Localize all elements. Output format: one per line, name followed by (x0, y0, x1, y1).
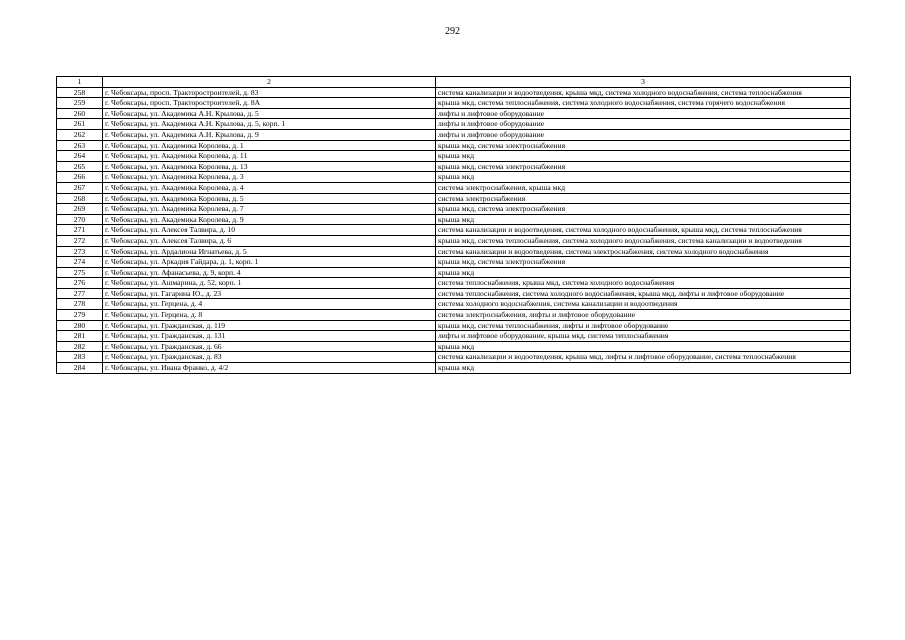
address-cell: г. Чебоксары, ул. Академика Королева, д. 5 (103, 193, 436, 204)
systems-cell: крыша мкд (436, 214, 851, 225)
table-row (57, 288, 851, 299)
table-row (57, 87, 851, 98)
systems-cell: система электроснабжения (436, 193, 851, 204)
row-number-cell: 264 (57, 151, 103, 162)
systems-cell: система канализации и водоотведения, система холодного водоснабжения, крыша мкд, система теплоснабжения (436, 225, 851, 236)
row-number-cell: 276 (57, 278, 103, 289)
systems-cell: крыша мкд, система теплоснабжения, лифты и лифтовое оборудование (436, 320, 851, 331)
row-number-cell: 262 (57, 129, 103, 140)
address-cell: г. Чебоксары, ул. Академика А.Н. Крылова, д. 5, корп. 1 (103, 119, 436, 130)
systems-cell: система электроснабжения, крыша мкд (436, 182, 851, 193)
address-cell: г. Чебоксары, ул. Академика Королева, д. 13 (103, 161, 436, 172)
systems-cell: крыша мкд, система электроснабжения (436, 161, 851, 172)
table-row (57, 331, 851, 342)
row-number-cell: 270 (57, 214, 103, 225)
column-header-systems: 3 (436, 77, 851, 88)
row-number-cell: 267 (57, 182, 103, 193)
address-cell: г. Чебоксары, ул. Герцена, д. 4 (103, 299, 436, 310)
table-row (57, 193, 851, 204)
table-row (57, 119, 851, 130)
row-number-cell: 281 (57, 331, 103, 342)
table-row (57, 151, 851, 162)
row-number-cell: 269 (57, 204, 103, 215)
table-row (57, 341, 851, 352)
row-number-cell: 274 (57, 257, 103, 268)
address-cell: г. Чебоксары, ул. Алексея Талвира, д. 10 (103, 225, 436, 236)
row-number-cell: 273 (57, 246, 103, 257)
column-header-number: 1 (57, 77, 103, 88)
row-number-cell: 266 (57, 172, 103, 183)
row-number-cell: 278 (57, 299, 103, 310)
systems-cell: крыша мкд, система электроснабжения (436, 140, 851, 151)
systems-cell: лифты и лифтовое оборудование (436, 129, 851, 140)
row-number-cell: 271 (57, 225, 103, 236)
column-header-address: 2 (103, 77, 436, 88)
address-cell: г. Чебоксары, ул. Афанасьева, д. 9, корп. 4 (103, 267, 436, 278)
systems-cell: система канализации и водоотведения, крыша мкд, система холодного водоснабжения, система теплоснабжения (436, 87, 851, 98)
table-row (57, 108, 851, 119)
table-row (57, 320, 851, 331)
address-cell: г. Чебоксары, ул. Академика Королева, д. 11 (103, 151, 436, 162)
row-number-cell: 268 (57, 193, 103, 204)
address-cell: г. Чебоксары, ул. Гражданская, д. 83 (103, 352, 436, 363)
systems-cell: система электроснабжения, лифты и лифтовое оборудование (436, 310, 851, 321)
table-row (57, 246, 851, 257)
row-number-cell: 283 (57, 352, 103, 363)
table-row (57, 225, 851, 236)
table-row (57, 299, 851, 310)
systems-cell: крыша мкд (436, 363, 851, 374)
systems-cell: крыша мкд (436, 172, 851, 183)
row-number-cell: 272 (57, 235, 103, 246)
row-number-cell: 282 (57, 341, 103, 352)
table-row (57, 161, 851, 172)
table-row (57, 235, 851, 246)
address-cell: г. Чебоксары, ул. Алексея Талвира, д. 6 (103, 235, 436, 246)
table-row (57, 140, 851, 151)
address-cell: г. Чебоксары, ул. Ашмарина, д. 52, корп. 1 (103, 278, 436, 289)
row-number-cell: 263 (57, 140, 103, 151)
address-cell: г. Чебоксары, ул. Академика Королева, д. 1 (103, 140, 436, 151)
row-number-cell: 275 (57, 267, 103, 278)
address-cell: г. Чебоксары, просп. Тракторостроителей, д. 8А (103, 98, 436, 109)
buildings-table (56, 76, 851, 374)
address-cell: г. Чебоксары, ул. Академика Королева, д. 7 (103, 204, 436, 215)
address-cell: г. Чебоксары, ул. Аркадия Гайдара, д. 1, корп. 1 (103, 257, 436, 268)
table-row (57, 214, 851, 225)
table-row (57, 310, 851, 321)
address-cell: г. Чебоксары, ул. Гражданская, д. 131 (103, 331, 436, 342)
row-number-cell: 260 (57, 108, 103, 119)
systems-cell: лифты и лифтовое оборудование (436, 119, 851, 130)
table-row (57, 267, 851, 278)
table-row (57, 257, 851, 268)
systems-cell: крыша мкд, система электроснабжения (436, 257, 851, 268)
address-cell: г. Чебоксары, ул. Герцена, д. 8 (103, 310, 436, 321)
row-number-cell: 280 (57, 320, 103, 331)
address-cell: г. Чебоксары, ул. Академика А.Н. Крылова, д. 5 (103, 108, 436, 119)
systems-cell: лифты и лифтовое оборудование, крыша мкд, система теплоснабжения (436, 331, 851, 342)
table-header-row (57, 77, 851, 88)
systems-cell: крыша мкд, система электроснабжения (436, 204, 851, 215)
table-row (57, 98, 851, 109)
systems-cell: крыша мкд (436, 151, 851, 162)
table-row (57, 204, 851, 215)
systems-cell: система теплоснабжения, система холодного водоснабжения, крыша мкд, лифты и лифтовое оборудование (436, 288, 851, 299)
page-number: 292 (445, 26, 460, 37)
row-number-cell: 261 (57, 119, 103, 130)
table-row (57, 363, 851, 374)
address-cell: г. Чебоксары, просп. Тракторостроителей, д. 83 (103, 87, 436, 98)
table-row (57, 172, 851, 183)
systems-cell: крыша мкд (436, 341, 851, 352)
systems-cell: система канализации и водоотведения, крыша мкд, лифты и лифтовое оборудование, система теплоснабжения (436, 352, 851, 363)
table-row (57, 278, 851, 289)
table-row (57, 182, 851, 193)
address-cell: г. Чебоксары, ул. Академика А.Н. Крылова, д. 9 (103, 129, 436, 140)
row-number-cell: 284 (57, 363, 103, 374)
systems-cell: крыша мкд (436, 267, 851, 278)
systems-cell: система теплоснабжения, крыша мкд, система холодного водоснабжения (436, 278, 851, 289)
row-number-cell: 265 (57, 161, 103, 172)
row-number-cell: 279 (57, 310, 103, 321)
systems-cell: система холодного водоснабжения, система канализации и водоотведения (436, 299, 851, 310)
systems-cell: крыша мкд, система теплоснабжения, система холодного водоснабжения, система канализации и водоотведения (436, 235, 851, 246)
systems-cell: лифты и лифтовое оборудование (436, 108, 851, 119)
table-row (57, 129, 851, 140)
systems-cell: система канализации и водоотведения, система электроснабжения, система холодного водоснабжения (436, 246, 851, 257)
address-cell: г. Чебоксары, ул. Гражданская, д. 119 (103, 320, 436, 331)
address-cell: г. Чебоксары, ул. Академика Королева, д. 9 (103, 214, 436, 225)
address-cell: г. Чебоксары, ул. Гагарина Ю., д. 23 (103, 288, 436, 299)
row-number-cell: 277 (57, 288, 103, 299)
row-number-cell: 259 (57, 98, 103, 109)
systems-cell: крыша мкд, система теплоснабжения, система холодного водоснабжения, система горячего водоснабжения (436, 98, 851, 109)
address-cell: г. Чебоксары, ул. Ивана Франко, д. 4/2 (103, 363, 436, 374)
address-cell: г. Чебоксары, ул. Гражданская, д. 66 (103, 341, 436, 352)
address-cell: г. Чебоксары, ул. Ардалиона Игнатьева, д. 5 (103, 246, 436, 257)
table-row (57, 352, 851, 363)
address-cell: г. Чебоксары, ул. Академика Королева, д. 4 (103, 182, 436, 193)
row-number-cell: 258 (57, 87, 103, 98)
address-cell: г. Чебоксары, ул. Академика Королева, д. 3 (103, 172, 436, 183)
